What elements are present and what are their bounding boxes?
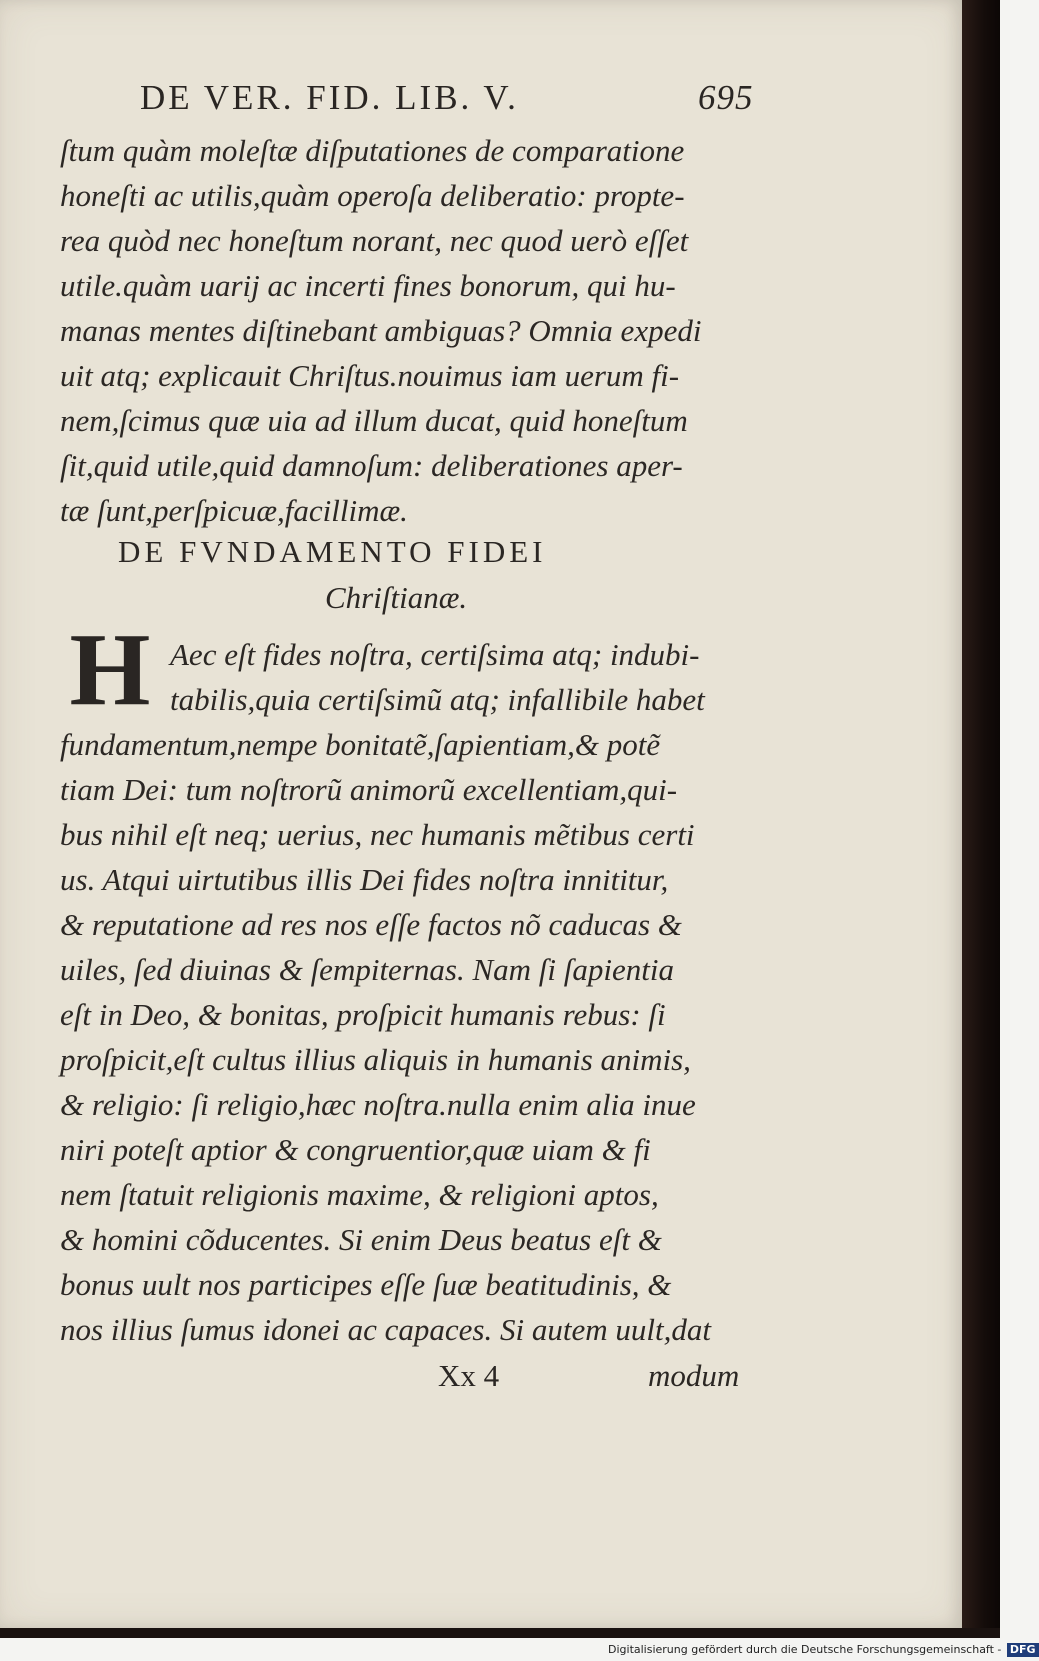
text-line: tabilis,quia certiſsimũ atq; infallibile habet (170, 682, 705, 717)
text-line: & homini cõducentes. Si enim Deus beatus eſt & (60, 1222, 662, 1257)
text-line: us. Atqui uirtutibus illis Dei fides noſtra innititur, (60, 862, 669, 897)
text-line: uiles, ſed diuinas & ſempiternas. Nam ſi ſapientia (60, 952, 674, 987)
digitization-credit (608, 1641, 1036, 1659)
text-line: tiam Dei: tum noſtrorũ animorũ excellentiam,qui- (60, 772, 678, 807)
page-header (140, 72, 760, 132)
catchline (438, 1358, 758, 1403)
text-line: uit atq; explicauit Chriſtus.nouimus iam uerum fi- (60, 358, 680, 393)
page-number: 695 (698, 78, 754, 117)
text-line: tæ ſunt,perſpicuæ,facillimæ. (60, 493, 408, 528)
text-line: & religio: ſi religio,hæc noſtra.nulla enim alia inue (60, 1087, 696, 1122)
text-line: bus nihil eſt neq; uerius, nec humanis mẽtibus certi (60, 817, 695, 852)
text-line: Aec eſt fides noſtra, certiſsima atq; indubi- (170, 637, 700, 672)
dfg-logo: DFG (1007, 1643, 1039, 1657)
text-line: bonus uult nos participes eſſe ſuæ beatitudinis, & (60, 1267, 672, 1302)
text-line: rea quòd nec honeſtum norant, nec quod uerò eſſet (60, 223, 689, 258)
credit-text: Digitalisierung gefördert durch die Deutsche Forschungsgemeinschaft - (608, 1643, 1002, 1656)
page-bottom-edge (0, 1628, 1000, 1638)
book-spine-edge (962, 0, 1000, 1628)
section-heading: DE FVNDAMENTO FIDEI (118, 534, 547, 569)
catchword: modum (648, 1358, 740, 1393)
running-title: DE VER. FID. LIB. V. (140, 78, 519, 117)
paragraph-2 (60, 632, 760, 1352)
text-line: eſt in Deo, & bonitas, proſpicit humanis rebus: ſi (60, 997, 666, 1032)
text-line: nos illius ſumus idonei ac capaces. Si autem uult,dat (60, 1312, 711, 1347)
text-line: niri poteſt aptior & congruentior,quæ uiam & fi (60, 1132, 651, 1167)
text-line: fundamentum,nempe bonitatẽ,ſapientiam,& potẽ (60, 727, 661, 762)
signature-mark: Xx 4 (438, 1358, 500, 1393)
text-line: & reputatione ad res nos eſſe factos nõ caducas & (60, 907, 682, 942)
text-line: utile.quàm uarij ac incerti fines bonorum, qui hu- (60, 268, 676, 303)
text-line: nem ſtatuit religionis maxime, & religioni aptos, (60, 1177, 659, 1212)
paragraph-1 (60, 128, 760, 533)
text-line: honeſti ac utilis,quàm operoſa deliberatio: propte- (60, 178, 685, 213)
text-line: manas mentes diſtinebant ambiguas? Omnia expedi (60, 313, 702, 348)
text-line: proſpicit,eſt cultus illius aliquis in humanis animis, (60, 1042, 691, 1077)
section-subheading: Chriſtianæ. (325, 580, 468, 615)
text-line: ſit,quid utile,quid damnoſum: deliberationes aper- (60, 448, 683, 483)
text-line: ſtum quàm moleſtæ diſputationes de comparatione (60, 133, 685, 168)
text-line: nem,ſcimus quæ uia ad illum ducat, quid honeſtum (60, 403, 688, 438)
drop-cap-initial: H (69, 612, 151, 727)
